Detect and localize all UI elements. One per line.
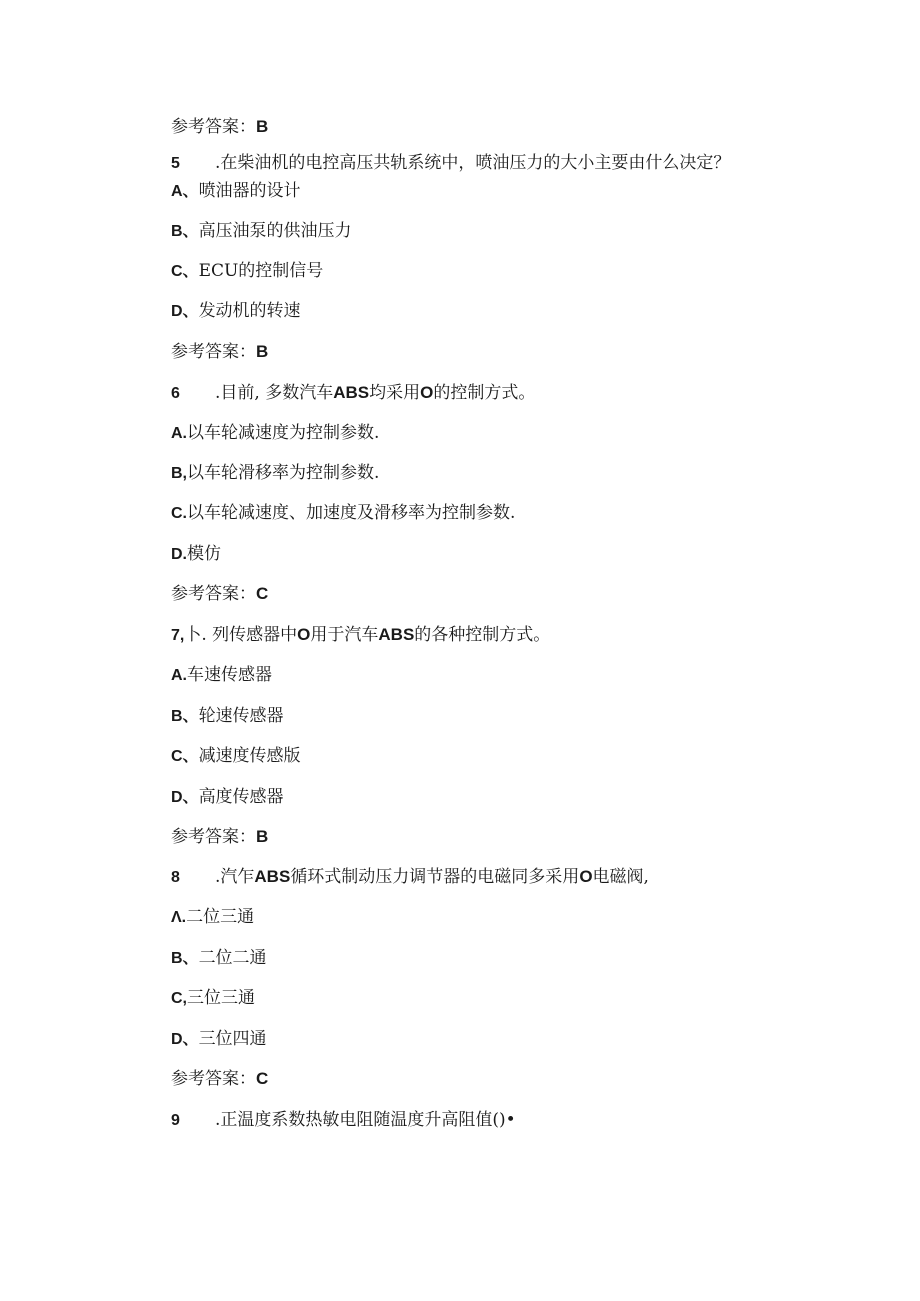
option-text: 二位二通 [198,948,267,968]
option-label: B, [171,465,187,482]
option-a [171,180,301,203]
option-d [171,786,284,809]
question-text-part: 卜. 列传感器中 [184,625,298,645]
option-c [171,745,301,768]
answer-line [171,341,268,363]
option-text: 以车轮减速度为控制参数. [187,423,380,443]
option-b [171,220,352,243]
option-text: 模仿 [187,544,221,564]
question-text-part: 均采用 [369,383,421,403]
question-text [215,867,649,887]
option-text: 以车轮滑移率为控制参数. [187,463,380,483]
option-d [171,1028,267,1051]
option-b [171,947,267,970]
answer-value: B [256,342,269,361]
question-number: 7, [171,627,185,644]
option-label: B、 [171,223,199,240]
option-c [171,987,255,1010]
question-number: 6 [171,385,180,402]
option-label: C、 [171,263,199,280]
question-8 [171,866,649,889]
option-label: D、 [171,303,199,320]
question-text-part: O [297,625,311,644]
question-text-part: ABS [378,625,415,644]
option-b [171,462,379,485]
question-text-part: 的各种控制方式。 [414,625,551,645]
question-text-part: ABS [333,383,370,402]
option-text: ECU的控制信号 [198,261,324,281]
question-text-part: 的控制方式。 [433,383,536,403]
option-c [171,502,515,525]
option-text: 减速度传感版 [198,746,301,766]
answer-line [171,583,268,605]
question-text-part: 电磁阀, [592,867,649,887]
option-label: A. [171,425,187,442]
question-text [215,383,535,403]
answer-line [171,116,268,138]
option-text: 喷油器的设计 [198,181,301,201]
answer-label: 参考答案： [171,342,256,362]
option-label: A. [171,667,187,684]
question-text-part: O [420,383,434,402]
question-number: 5 [171,155,180,172]
option-text: 高度传感器 [198,787,284,807]
question-text-part: 用于汽车 [310,625,379,645]
option-text: 以车轮减速度、加速度及滑移率为控制参数. [187,503,516,523]
option-text: 三位三通 [187,988,255,1008]
answer-line [171,826,268,848]
answer-value: B [256,827,269,846]
question-text-part: O [579,867,593,886]
option-label: C、 [171,748,199,765]
option-text: 发动机的转速 [198,301,301,321]
answer-value: B [256,117,269,136]
option-label: D、 [171,1031,199,1048]
question-text-part: 循环式制动压力调节器的电磁同多采用 [290,867,580,887]
question-text: .正温度系数热敏电阻随温度升高阻值()• [215,1110,516,1130]
option-label: B、 [171,950,199,967]
question-5 [171,152,730,175]
question-text [184,625,550,645]
answer-value: C [256,1069,269,1088]
option-label: C. [171,505,187,522]
question-text: .在柴油机的电控高压共轨系统中，喷油压力的大小主要由什么决定？ [215,153,731,173]
option-label: B、 [171,708,199,725]
option-label: Λ. [171,909,187,926]
option-text: 车速传感器 [187,665,272,685]
question-number: 8 [171,869,180,886]
option-label: C, [171,990,187,1007]
question-number: 9 [171,1112,180,1129]
answer-line [171,1068,268,1090]
question-9 [171,1109,516,1132]
question-6 [171,382,535,405]
option-label: D. [171,546,187,563]
answer-label: 参考答案： [171,584,256,604]
option-c [171,260,323,283]
question-text-part: ABS [254,867,291,886]
answer-label: 参考答案： [171,117,256,137]
option-a [171,422,379,445]
answer-label: 参考答案： [171,1069,256,1089]
option-a [171,664,272,687]
option-text: 二位三通 [186,907,255,927]
option-text: 高压油泵的供油压力 [198,221,352,241]
option-a [171,906,254,929]
option-b [171,705,284,728]
option-text: 轮速传感器 [198,706,284,726]
option-d [171,300,301,323]
answer-value: C [256,584,269,603]
option-label: D、 [171,789,199,806]
option-text: 三位四通 [198,1029,267,1049]
option-d [171,543,221,566]
answer-label: 参考答案： [171,827,256,847]
question-text-part: .目前, 多数汽车 [215,383,334,403]
option-label: A、 [171,183,199,200]
question-7 [171,624,550,647]
question-text-part: .汽乍 [215,867,255,887]
